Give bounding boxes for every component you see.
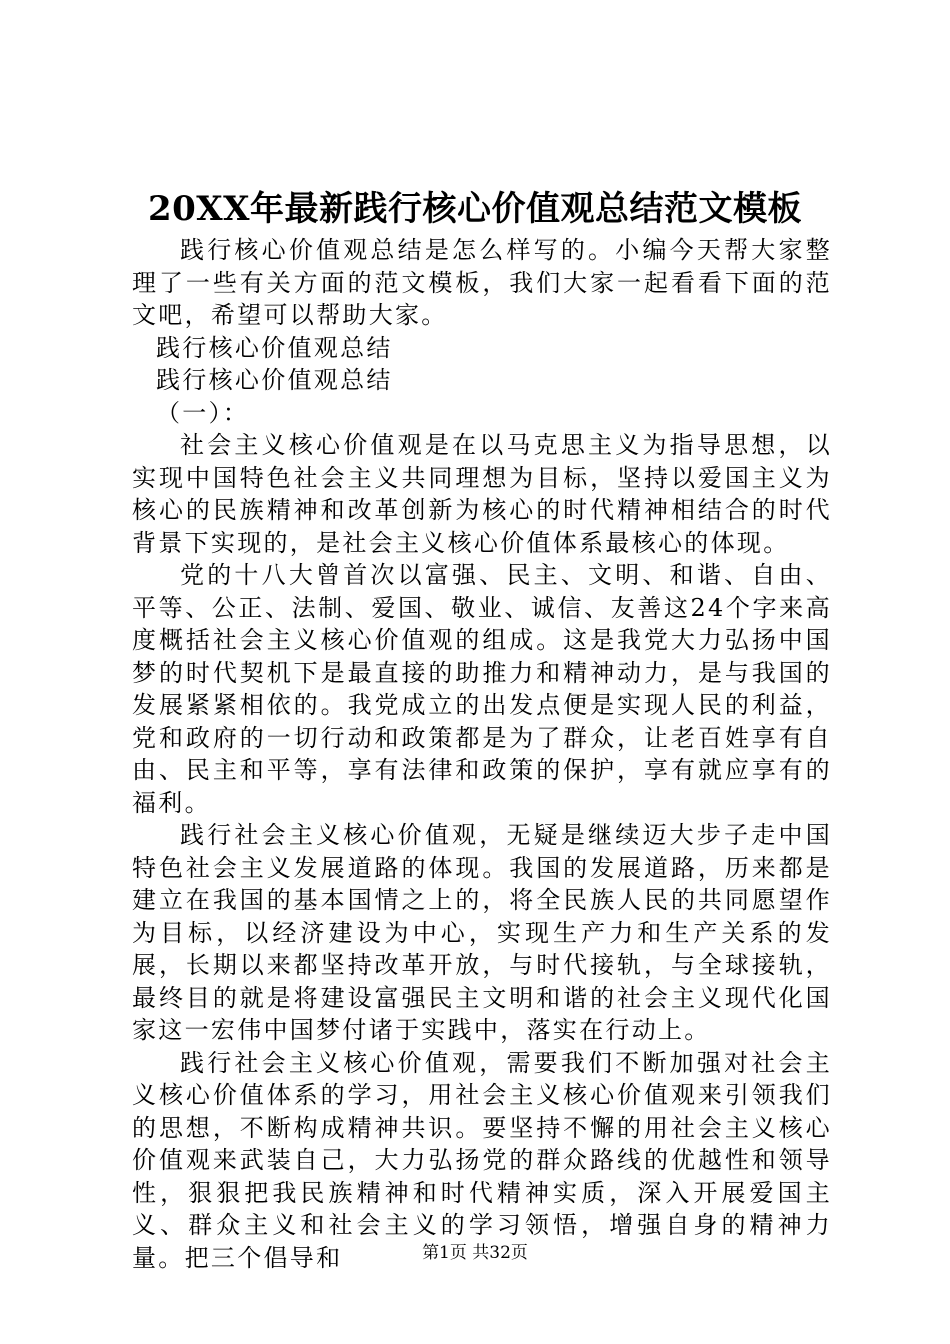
section-heading: 践行核心价值观总结 (156, 366, 393, 394)
section-heading: 践行核心价值观总结 (156, 333, 393, 362)
body-paragraph: 践行社会主义核心价值观，需要我们不断加强对社会主义核心价值体系的学习，用社会主义核心价值观来引领我们的思想，不断构成精神共识。要坚持不懈的用社会主义核心价值观来武装自己，大力弘扬党的群众路线的优越性和领导性，狠狠把我民族精神和时代精神实质，深入开展爱国主义、群众主义和社会主义的学习领悟，增强自身的精神力量。把三个倡导和 (132, 1048, 832, 1272)
body-paragraph: 社会主义核心价值观是在以马克思主义为指导思想，以实现中国特色社会主义共同理想为目标，坚持以爱国主义为核心的民族精神和改革创新为核心的时代精神相结合的时代背景下实现的，是社会主义核心价值体系最核心的体现。 (132, 431, 832, 557)
section-number: （一）： (156, 398, 250, 427)
document-body (132, 234, 832, 1274)
body-paragraph: 党的十八大曾首次以富强、民主、文明、和谐、自由、平等、公正、法制、爱国、敬业、诚信、友善这24个字来高度概括社会主义核心价值观的组成。这是我党大力弘扬中国梦的时代契机下是最直接的助推力和精神动力，是与我国的发展紧紧相依的。我党成立的出发点便是实现人民的利益，党和政府的一切行动和政策都是为了群众，让老百姓享有自由、民主和平等，享有法律和政策的保护，享有就应享有的福利。 (132, 561, 832, 817)
page-footer: 第1页 共32页 (422, 1243, 528, 1263)
body-paragraph: 践行社会主义核心价值观，无疑是继续迈大步子走中国特色社会主义发展道路的体现。我国的发展道路，历来都是建立在我国的基本国情之上的，将全民族人民的共同愿望作为目标，以经济建设为中心，实现生产力和生产关系的发展，长期以来都坚持改革开放，与时代接轨，与全球接轨，最终目的就是将建设富强民主文明和谐的社会主义现代化国家这一宏伟中国梦付诸于实践中，落实在行动上。 (132, 821, 832, 1044)
document-title: 20XX年最新践行核心价值观总结范文模板 (147, 189, 803, 229)
intro-paragraph: 践行核心价值观总结是怎么样写的。小编今天帮大家整理了一些有关方面的范文模板，我们大家一起看看下面的范文吧，希望可以帮助大家。 (132, 236, 832, 329)
